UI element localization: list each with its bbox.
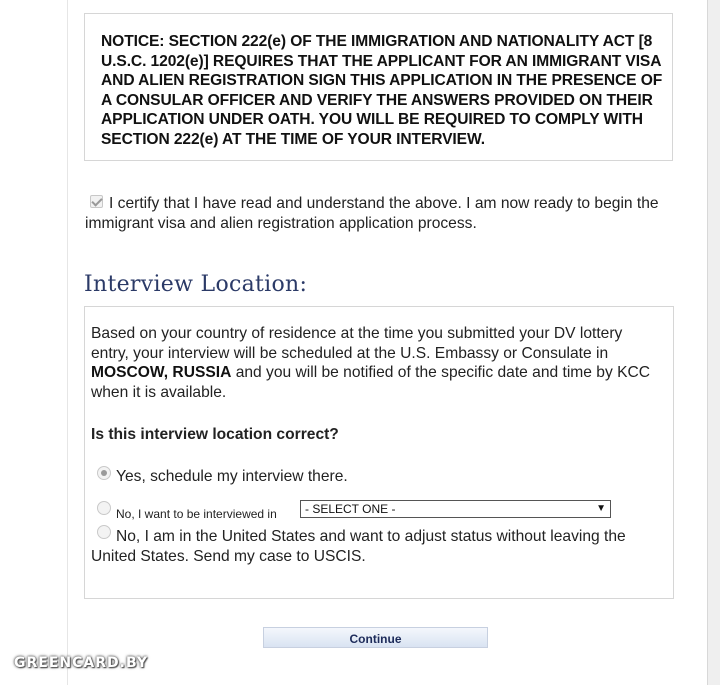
option-other-location-label: No, I want to be interviewed in	[116, 507, 277, 521]
option-uscis-row	[91, 527, 671, 567]
certify-checkbox[interactable]	[90, 195, 103, 208]
option-yes-row	[97, 468, 348, 486]
notice-panel	[84, 13, 673, 161]
location-question: Is this interview location correct?	[91, 426, 339, 443]
interview-location-title: Interview Location:	[84, 272, 308, 297]
option-other-location-row	[97, 503, 277, 521]
interview-location-city: MOSCOW, RUSSIA	[91, 364, 232, 382]
location-select[interactable]	[300, 500, 611, 518]
notice-text: NOTICE: SECTION 222(e) OF THE IMMIGRATION AND NATIONALITY ACT [8 U.S.C. 1202(e)] REQUIRES THAT THE APPLICANT FOR AN IMMIGRANT VISA AND ALIEN REGISTRATION SIGN THIS APPLICATION IN THE PRESENCE OF A CONSULAR OFFICER AND VERIFY THE ANSWERS PROVIDED ON THEIR APPLICATION UNDER OATH. YOU WILL BE REQUIRED TO COMPLY WITH SECTION 222(e) AT THE TIME OF YOUR INTERVIEW.	[101, 33, 663, 148]
continue-button[interactable]: Continue	[263, 627, 488, 648]
location-select-value: - SELECT ONE -	[305, 502, 396, 516]
scrollbar-track[interactable]	[707, 0, 720, 685]
certify-label: I certify that I have read and understand the above. I am now ready to begin the immigrant visa and alien registration application process.	[85, 195, 659, 232]
option-uscis-radio[interactable]	[97, 525, 111, 539]
watermark-logo: GREENCARD.BY	[14, 655, 148, 671]
option-uscis-label: No, I am in the United States and want to adjust status without leaving the United States. Send my case to USCIS.	[91, 528, 626, 565]
description-text-after: and you will be notified of the specific date and time by KCC when it is available.	[91, 364, 651, 401]
interview-location-description	[91, 324, 661, 402]
option-yes-radio[interactable]	[97, 466, 111, 480]
page-left-border	[67, 0, 68, 685]
description-text-before: Based on your country of residence at the time you submitted your DV lottery entry, your interview will be scheduled at the U.S. Embassy or Consulate in	[91, 325, 623, 362]
option-yes-label: Yes, schedule my interview there.	[116, 468, 348, 485]
interview-location-panel	[84, 306, 674, 599]
option-other-location-radio[interactable]	[97, 501, 111, 515]
certify-row	[85, 194, 685, 234]
dropdown-arrow-icon: ▼	[596, 503, 606, 514]
